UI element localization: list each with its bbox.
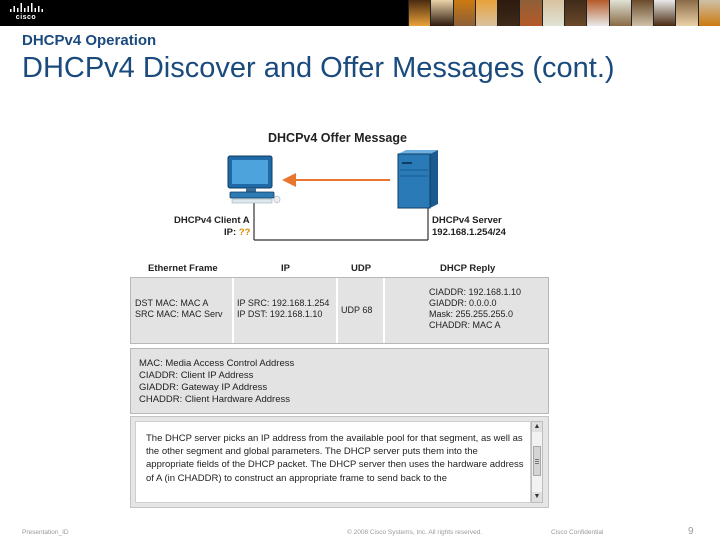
- offer-message-title: DHCPv4 Offer Message: [268, 131, 407, 145]
- ip-src: IP SRC: 192.168.1.254: [237, 298, 330, 308]
- legend-item: GIADDR: Gateway IP Address: [139, 382, 268, 393]
- ethernet-cell: [131, 278, 234, 343]
- udp-cell: [338, 278, 385, 343]
- header-ip: IP: [281, 263, 290, 274]
- dhcp-mask: Mask: 255.255.255.0: [429, 309, 514, 319]
- server-ip-label: 192.168.1.254/24: [432, 227, 506, 238]
- dhcp-ciaddr: CIADDR: 192.168.1.10: [429, 287, 522, 297]
- server-icon: [398, 150, 438, 208]
- legend-item: MAC: Media Access Control Address: [139, 358, 295, 369]
- header-photo: [542, 0, 564, 26]
- description-panel: [130, 416, 549, 508]
- dhcp-cell: [385, 278, 548, 343]
- offer-arrow-icon: [282, 173, 390, 187]
- description-text-area[interactable]: [135, 421, 531, 503]
- cisco-logo-text: cisco: [15, 14, 37, 21]
- header-photo: [675, 0, 697, 26]
- cisco-logo: [8, 3, 44, 23]
- ip-cell: [234, 278, 338, 343]
- header-photo: [609, 0, 631, 26]
- header-banner: [0, 0, 720, 26]
- legend-item: CHADDR: Client Hardware Address: [139, 394, 290, 405]
- scroll-up-icon[interactable]: ▲: [533, 423, 541, 430]
- abbreviation-legend: [130, 348, 549, 414]
- header-photo: [653, 0, 675, 26]
- header-photo: [453, 0, 475, 26]
- grip-line: [535, 461, 539, 462]
- server-label: DHCPv4 Server: [432, 215, 502, 226]
- ip-dst: IP DST: 192.168.1.10: [237, 309, 323, 319]
- slide-title: DHCPv4 Discover and Offer Messages (cont.): [22, 52, 615, 84]
- description-scrollbar[interactable]: [531, 421, 543, 503]
- description-text: The DHCP server picks an IP address from the available pool for that segment, as well as the other segment and global parameters. The DHCP server puts them into the appropriate fields of the DHCP packet. The DHCP server then uses the hardware address of A (in CHADDR) to construct an appropriate frame to send back to the: [146, 433, 524, 484]
- client-ip-label: [224, 227, 250, 238]
- client-ip-prefix: IP:: [224, 227, 237, 238]
- grip-line: [535, 463, 539, 464]
- scroll-down-icon[interactable]: ▼: [533, 493, 541, 500]
- dhcp-giaddr: GIADDR: 0.0.0.0: [429, 298, 497, 308]
- header-photo: [564, 0, 586, 26]
- section-title: DHCPv4 Operation: [22, 32, 157, 49]
- udp-port: UDP 68: [341, 305, 373, 315]
- cisco-bars-icon: [8, 3, 44, 13]
- header-photo: [698, 0, 720, 26]
- header-photo: [586, 0, 608, 26]
- page-number: 9: [688, 526, 694, 537]
- header-photo: [631, 0, 653, 26]
- scroll-thumb[interactable]: [533, 446, 541, 476]
- header-ethernet-frame: Ethernet Frame: [148, 263, 218, 274]
- header-photo: [497, 0, 519, 26]
- pc-client-icon: [228, 156, 280, 203]
- dhcp-chaddr: CHADDR: MAC A: [429, 320, 501, 330]
- footer-copyright: © 2008 Cisco Systems, Inc. All rights reserved.: [347, 529, 483, 536]
- legend-item: CIADDR: Client IP Address: [139, 370, 254, 381]
- packet-frame: [130, 277, 549, 344]
- footer-confidential: Cisco Confidential: [551, 529, 604, 536]
- header-udp: UDP: [351, 263, 372, 274]
- client-ip-value: ??: [238, 227, 251, 238]
- client-label: DHCPv4 Client A: [174, 215, 250, 226]
- ethernet-dst-mac: DST MAC: MAC A: [135, 298, 209, 308]
- header-photo: [519, 0, 541, 26]
- ethernet-src-mac: SRC MAC: MAC Serv: [135, 309, 223, 319]
- header-photo: [475, 0, 497, 26]
- footer-presentation-id: Presentation_ID: [22, 529, 69, 536]
- grip-line: [535, 459, 539, 460]
- header-photo: [430, 0, 452, 26]
- header-photo-strip: [408, 0, 720, 26]
- header-photo: [408, 0, 430, 26]
- header-dhcp-reply: DHCP Reply: [440, 263, 496, 274]
